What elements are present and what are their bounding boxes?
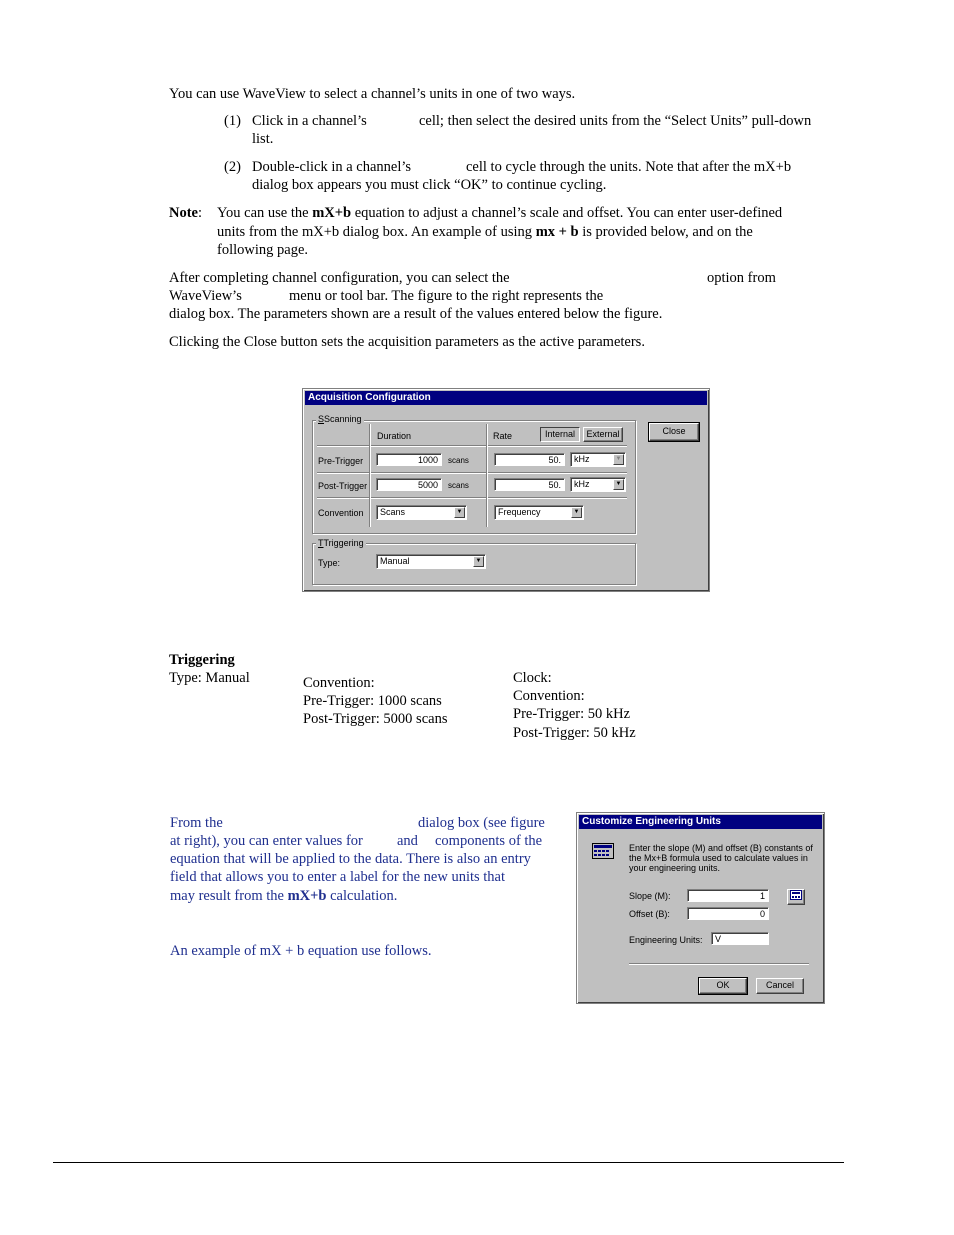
duration-pretrigger-param: Pre-Trigger: 1000 scans — [303, 693, 442, 709]
separator — [317, 472, 627, 474]
separator — [317, 497, 627, 499]
note-l1-a: You can use the — [217, 205, 309, 221]
pretrigger-duration-field[interactable]: 1000 — [376, 453, 442, 466]
ceu-desc-line-1: Enter the slope (M) and offset (B) constants of — [629, 843, 813, 853]
list-item-1-text-c: list. — [252, 131, 274, 147]
chevron-down-icon[interactable]: ▼ — [454, 507, 465, 518]
footer-rule — [53, 1162, 844, 1163]
list-item-2-text-c: dialog box appears you must click “OK” to continue cycling. — [252, 177, 607, 193]
engineering-units-label: Engineering Units: — [629, 935, 703, 945]
note-l1-b: mX+b — [312, 205, 352, 221]
list-item-2-text-a: Double-click in a channel’s — [252, 159, 412, 175]
separator — [629, 963, 809, 965]
note-l2-a: units from the mX+b dialog box. An example of using — [217, 224, 533, 240]
custom-l5-b: mX+b — [287, 888, 327, 904]
custom-l1-b: dialog box (see figure — [418, 815, 545, 831]
list-item-1-text-b: cell; then select the desired units from the “Select Units” pull-down — [419, 113, 812, 129]
note-block — [169, 204, 202, 222]
note-label: Note — [169, 205, 198, 221]
after-l1-a: After completing channel configuration, you can select the — [169, 270, 510, 286]
rate-header: Rate — [493, 431, 513, 441]
after-l2-b: menu or tool bar. The figure to the right represents the — [289, 288, 604, 304]
chevron-down-icon[interactable]: ▼ — [613, 454, 624, 465]
posttrigger-rate-field[interactable]: 50. — [494, 478, 565, 491]
convention-rate-value: Frequency — [498, 507, 541, 517]
trigger-type-param: Type: Manual — [169, 670, 250, 686]
pretrigger-unit: scans — [448, 456, 469, 465]
rate-convention-param: Convention: — [513, 688, 585, 704]
dialog-title: Acquisition Configuration — [305, 391, 707, 405]
type-label: Type: — [318, 558, 341, 568]
custom-l4: field that allows you to enter a label for the new units that — [170, 869, 506, 885]
posttrigger-label: Post-Trigger — [318, 481, 368, 491]
calculator-icon — [790, 892, 802, 902]
slope-label: Slope (M): — [629, 891, 671, 901]
separator — [486, 424, 488, 527]
acquisition-configuration-dialog — [302, 388, 710, 592]
custom-l5 — [170, 887, 397, 905]
list-item-2-text-b: cell to cycle through the units. Note that after the mX+b — [466, 159, 792, 175]
ceu-dialog-title: Customize Engineering Units — [579, 815, 822, 829]
intro-line: You can use WaveView to select a channel’s units in one of two ways. — [169, 86, 576, 102]
list-item-2-number: (2) — [224, 159, 241, 175]
trigger-type-value: Manual — [380, 556, 410, 566]
offset-label: Offset (B): — [629, 909, 670, 919]
duration-convention-param: Convention: — [303, 675, 375, 691]
triggering-heading: Triggering — [169, 652, 235, 668]
custom-l1-a: From the — [170, 815, 223, 831]
note-l2-c: is provided below, and on the — [582, 224, 753, 240]
chevron-down-icon[interactable]: ▼ — [613, 479, 624, 490]
note-line-3: following page. — [217, 242, 309, 258]
convention-duration-value: Scans — [380, 507, 406, 517]
pretrigger-rate-field[interactable]: 50. — [494, 453, 565, 466]
custom-l2-c: components of the — [435, 833, 543, 849]
ceu-desc-line-3: your engineering units. — [629, 863, 721, 873]
convention-duration-select[interactable] — [376, 505, 467, 520]
internal-button[interactable]: Internal — [540, 427, 580, 442]
note-colon: : — [198, 205, 203, 221]
example-line: An example of mX + b equation use follows. — [170, 943, 432, 959]
rate-clock-param: Clock: — [513, 670, 552, 686]
close-paragraph: Clicking the Close button sets the acquisition parameters as the active parameters. — [169, 334, 645, 350]
pretrigger-label: Pre-Trigger — [318, 456, 364, 466]
calculator-button[interactable] — [787, 889, 805, 905]
posttrigger-unit: scans — [448, 481, 469, 490]
custom-l3: equation that will be applied to the data. There is also an entry — [170, 851, 531, 867]
custom-l2-a: at right), you can enter values for — [170, 833, 363, 849]
chevron-down-icon[interactable]: ▼ — [571, 507, 582, 518]
rate-posttrigger-param: Post-Trigger: 50 kHz — [513, 725, 636, 741]
offset-field[interactable]: 0 — [687, 907, 769, 920]
note-l2-b: mx + b — [535, 224, 579, 240]
after-l1-b: option from — [707, 270, 776, 286]
engineering-units-field[interactable]: V — [711, 932, 769, 945]
separator — [317, 445, 627, 447]
scanning-group-title: SScanning — [318, 414, 362, 424]
trigger-type-select[interactable] — [376, 554, 486, 569]
list-item-1-number: (1) — [224, 113, 241, 129]
separator — [369, 424, 371, 527]
list-item-1-text-a: Click in a channel’s — [252, 113, 367, 129]
posttrigger-rate-unit-value: kHz — [574, 479, 590, 489]
custom-l5-c: calculation. — [330, 888, 398, 904]
duration-posttrigger-param: Post-Trigger: 5000 scans — [303, 711, 448, 727]
note-line-2 — [217, 223, 753, 241]
note-l1-c: equation to adjust a channel’s scale and offset. You can enter user-defined — [354, 205, 783, 221]
external-button[interactable]: External — [583, 427, 623, 442]
ok-button[interactable]: OK — [699, 978, 747, 994]
custom-l5-a: may result from the — [170, 888, 284, 904]
calculator-icon — [592, 843, 614, 859]
ceu-desc-line-2: the Mx+B formula used to calculate values in — [629, 853, 808, 863]
posttrigger-duration-field[interactable]: 5000 — [376, 478, 442, 491]
convention-rate-select[interactable] — [494, 505, 584, 520]
triggering-group-title: TTriggering — [318, 538, 364, 548]
duration-header: Duration — [377, 431, 412, 441]
ceu-description — [629, 843, 813, 873]
after-l3: dialog box. The parameters shown are a result of the values entered below the figure. — [169, 306, 663, 322]
note-line-1 — [217, 204, 782, 222]
after-l2-a: WaveView’s — [169, 288, 242, 304]
convention-label: Convention — [318, 508, 364, 518]
custom-l2-b: and — [397, 833, 418, 849]
pretrigger-rate-unit-select[interactable] — [570, 452, 626, 467]
pretrigger-rate-unit-value: kHz — [574, 454, 590, 464]
posttrigger-rate-unit-select[interactable] — [570, 477, 626, 492]
cancel-button[interactable]: Cancel — [756, 978, 804, 994]
customize-engineering-units-dialog — [576, 812, 825, 1004]
close-button[interactable]: Close — [649, 423, 699, 441]
slope-field[interactable]: 1 — [687, 889, 769, 902]
chevron-down-icon[interactable]: ▼ — [473, 556, 484, 567]
rate-pretrigger-param: Pre-Trigger: 50 kHz — [513, 706, 631, 722]
